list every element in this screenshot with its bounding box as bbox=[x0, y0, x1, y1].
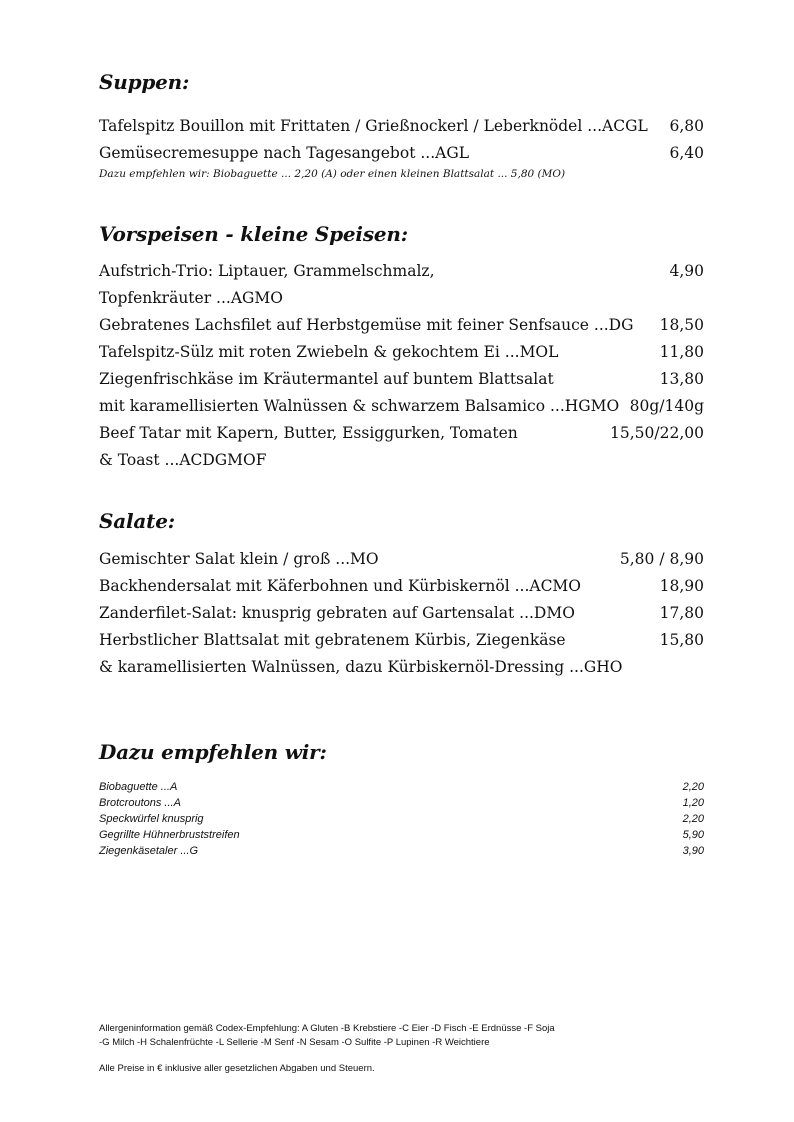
menu-item-text: Herbstlicher Blattsalat mit gebratenem Kürbis, Ziegenkäse bbox=[99, 631, 566, 649]
menu-item bbox=[99, 602, 704, 624]
menu-item-text: Gebratenes Lachsfilet auf Herbstgemüse mit feiner Senfsauce ...DG bbox=[99, 316, 634, 334]
menu-item bbox=[99, 115, 704, 137]
side-item bbox=[99, 812, 704, 827]
menu-item bbox=[99, 314, 704, 336]
section-heading-salate: Salate: bbox=[99, 509, 175, 533]
menu-item bbox=[99, 341, 704, 363]
side-item-text: Biobaguette ...A bbox=[99, 781, 178, 793]
menu-item bbox=[99, 260, 704, 282]
menu-item bbox=[99, 449, 704, 471]
menu-item-text: Gemüsecremesuppe nach Tagesangebot ...AGL bbox=[99, 144, 469, 162]
menu-item-text: & Toast ...ACDGMOF bbox=[99, 451, 267, 469]
side-item-price: 3,90 bbox=[682, 845, 704, 857]
menu-item-price: 6,40 bbox=[669, 144, 704, 162]
menu-item-text: Beef Tatar mit Kapern, Butter, Essiggurken, Tomaten bbox=[99, 424, 518, 442]
menu-item-text: Gemischter Salat klein / groß ...MO bbox=[99, 550, 379, 568]
menu-item bbox=[99, 395, 704, 417]
menu-item-price: 5,80 / 8,90 bbox=[619, 550, 704, 568]
menu-item-text: mit karamellisierten Walnüssen & schwarzem Balsamico ...HGMO bbox=[99, 397, 620, 415]
section-heading-suppen: Suppen: bbox=[99, 70, 190, 94]
menu-item-price: 11,80 bbox=[659, 343, 704, 361]
menu-item-text: Ziegenfrischkäse im Kräutermantel auf buntem Blattsalat bbox=[99, 370, 554, 388]
menu-item-text: Tafelspitz Bouillon mit Frittaten / Grießnockerl / Leberknödel ...ACGL bbox=[99, 117, 648, 135]
menu-item bbox=[99, 142, 704, 164]
menu-item-price: 15,80 bbox=[659, 631, 704, 649]
allergen-info-line-2: -G Milch -H Schalenfrüchte -L Sellerie -M Senf -N Sesam -O Sulfite -P Lupinen -R Weichtiere bbox=[99, 1037, 490, 1048]
menu-item-price: 4,90 bbox=[669, 262, 704, 280]
side-item bbox=[99, 796, 704, 811]
menu-item-text: Topfenkräuter ...AGMO bbox=[99, 289, 283, 307]
menu-item-text: Zanderfilet-Salat: knusprig gebraten auf Gartensalat ...DMO bbox=[99, 604, 575, 622]
side-item bbox=[99, 844, 704, 859]
side-item-text: Ziegenkäsetaler ...G bbox=[99, 845, 199, 857]
menu-item bbox=[99, 575, 704, 597]
menu-item-text: Aufstrich-Trio: Liptauer, Grammelschmalz, bbox=[99, 262, 435, 280]
menu-item-price: 80g/140g bbox=[629, 397, 704, 415]
side-item-text: Speckwürfel knusprig bbox=[99, 813, 204, 825]
menu-item bbox=[99, 656, 704, 678]
side-item bbox=[99, 828, 704, 843]
menu-item-price: 13,80 bbox=[659, 370, 704, 388]
prices-note: Alle Preise in € inklusive aller gesetzlichen Abgaben und Steuern. bbox=[99, 1063, 375, 1074]
menu-item-price: 15,50/22,00 bbox=[610, 424, 704, 442]
side-item-text: Brotcroutons ...A bbox=[99, 797, 181, 809]
menu-item bbox=[99, 548, 704, 570]
menu-item-text: Tafelspitz-Sülz mit roten Zwiebeln & gekochtem Ei ...MOL bbox=[99, 343, 559, 361]
menu-item-price: 18,90 bbox=[659, 577, 704, 595]
menu-item bbox=[99, 629, 704, 651]
menu-item-price: 6,80 bbox=[669, 117, 704, 135]
side-item-price: 1,20 bbox=[682, 797, 704, 809]
side-item-price: 2,20 bbox=[682, 813, 704, 825]
menu-item bbox=[99, 368, 704, 390]
menu-item bbox=[99, 287, 704, 309]
section-heading-dazu: Dazu empfehlen wir: bbox=[99, 740, 327, 764]
side-item-price: 5,90 bbox=[682, 829, 704, 841]
menu-item bbox=[99, 422, 704, 444]
side-item-price: 2,20 bbox=[682, 781, 704, 793]
section-heading-vorspeisen: Vorspeisen - kleine Speisen: bbox=[99, 222, 408, 246]
side-item bbox=[99, 780, 704, 795]
side-item-text: Gegrillte Hühnerbruststreifen bbox=[99, 829, 240, 841]
menu-item-price: 17,80 bbox=[659, 604, 704, 622]
recommendation-note: Dazu empfehlen wir: Biobaguette ... 2,20 (A) oder einen kleinen Blattsalat ... 5,80 (MO) bbox=[99, 168, 566, 180]
allergen-info-line-1: Allergeninformation gemäß Codex-Empfehlung: A Gluten -B Krebstiere -C Eier -D Fisch -E Erdnüsse -F Soja bbox=[99, 1023, 555, 1034]
menu-item-text: Backhendersalat mit Käferbohnen und Kürbiskernöl ...ACMO bbox=[99, 577, 582, 595]
menu-item-text: & karamellisierten Walnüssen, dazu Kürbiskernöl-Dressing ...GHO bbox=[99, 658, 623, 676]
menu-item-price: 18,50 bbox=[659, 316, 704, 334]
